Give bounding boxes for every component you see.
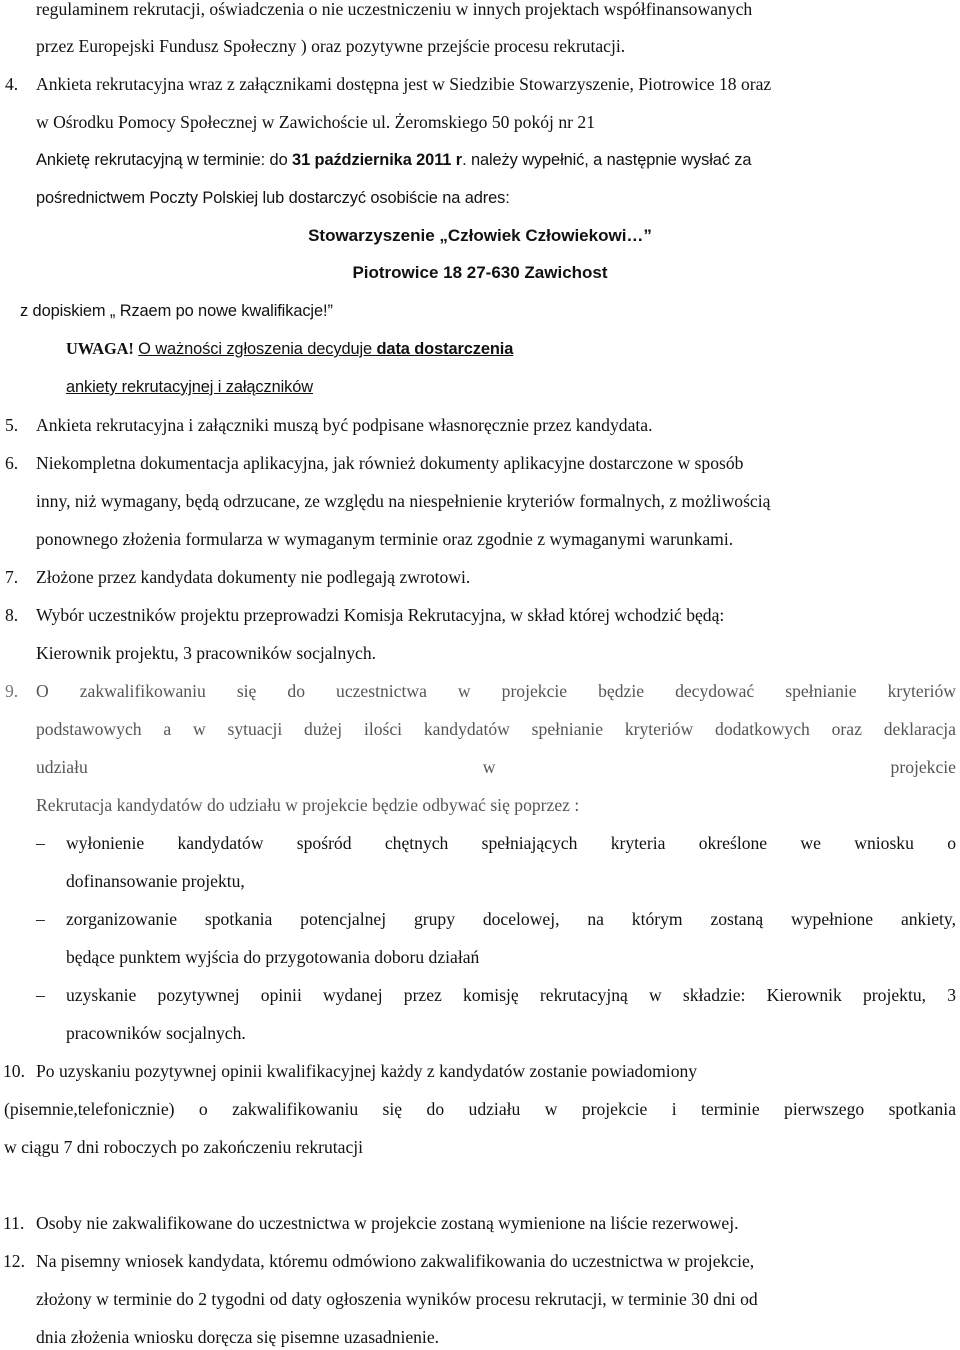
text-line	[36, 149, 956, 171]
text-line: złożony w terminie do 2 tygodni od daty ogłoszenia wyników procesu rekrutacji, w terminie 30 dni od	[36, 1289, 758, 1309]
text-line: ponownego złożenia formularza w wymaganym terminie oraz zgodnie z wymaganymi warunkami.	[36, 529, 734, 549]
note-line: z dopiskiem „ Rzaem po nowe kwalifikacje!”	[20, 302, 333, 320]
item-number: 9.	[5, 681, 19, 701]
warning-line	[66, 338, 956, 360]
text-line: w ciągu 7 dni roboczych po zakończeniu rekrutacji	[4, 1137, 364, 1157]
bullet-dash: –	[36, 833, 45, 853]
text-line: dnia złożenia wniosku doręcza się pisemne uzasadnienie.	[36, 1327, 440, 1347]
item-number: 4.	[5, 74, 19, 94]
warning-label: UWAGA!	[66, 339, 134, 358]
text-line: inny, niż wymagany, będą odrzucane, ze względu na niespełnienie kryteriów formalnych, z możliwością	[36, 491, 771, 511]
item-number: 11.	[3, 1213, 25, 1233]
text-line: Ankieta rekrutacyjna i załączniki muszą być podpisane własnoręcznie przez kandydata.	[36, 415, 653, 435]
item-number: 7.	[5, 567, 19, 587]
bullet-line: pracowników socjalnych.	[66, 1023, 246, 1043]
text-line: w Ośrodku Pomocy Społecznej w Zawichoście ul. Żeromskiego 50 pokój nr 21	[36, 112, 595, 132]
text-line: (pisemnie,telefonicznie) o zakwalifikowaniu się do udziału w projekcie i terminie pierwszego spotkania	[4, 1099, 956, 1119]
text-line: Kierownik projektu, 3 pracowników socjalnych.	[36, 643, 377, 663]
bullet-line: będące punktem wyjścia do przygotowania doboru działań	[66, 947, 480, 967]
bullet-line: uzyskanie pozytywnej opinii wydanej przez komisję rekrutacyjną w składzie: Kierownik projektu, 3	[66, 985, 956, 1005]
text-line: udziału w projekcie	[36, 757, 956, 777]
text-line: pośrednictwem Poczty Polskiej lub dostarczyć osobiście na adres:	[36, 189, 510, 207]
text-line: O zakwalifikowaniu się do uczestnictwa w projekcie będzie decydować spełnianie kryteriów	[36, 681, 956, 701]
warning-text: O ważności zgłoszenia decyduje	[138, 340, 377, 358]
text-line: Niekompletna dokumentacja aplikacyjna, jak również dokumenty aplikacyjne dostarczone w sposób	[36, 453, 744, 473]
item-number: 12.	[3, 1251, 25, 1271]
item-number: 8.	[5, 605, 19, 625]
text-fragment: . należy wypełnić, a następnie wysłać za	[462, 151, 752, 169]
text-line: Złożone przez kandydata dokumenty nie podlegają zwrotowi.	[36, 567, 471, 587]
bullet-line: wyłonienie kandydatów spośród chętnych spełniających kryteria określone we wniosku o	[66, 833, 956, 853]
item-number: 6.	[5, 453, 19, 473]
item-number: 10.	[3, 1061, 25, 1081]
deadline-date: 31 października 2011 r	[292, 151, 463, 169]
text-line: Rekrutacja kandydatów do udziału w projekcie będzie odbywać się poprzez :	[36, 795, 580, 815]
text-line: Wybór uczestników projektu przeprowadzi Komisja Rekrutacyjna, w skład której wchodzić będą:	[36, 605, 725, 625]
text-line: Po uzyskaniu pozytywnej opinii kwalifikacyjnej każdy z kandydatów zostanie powiadomiony	[36, 1061, 698, 1081]
text-line: podstawowych a w sytuacji dużej ilości kandydatów spełnianie kryteriów dodatkowych oraz deklaracja	[36, 719, 956, 739]
bullet-dash: –	[36, 909, 45, 929]
warning-line	[66, 376, 956, 398]
text-line: Ankieta rekrutacyjna wraz z załącznikami dostępna jest w Siedzibie Stowarzyszenie, Piotrowice 18 oraz	[36, 74, 772, 94]
text-line: przez Europejski Fundusz Społeczny ) oraz pozytywne przejście procesu rekrutacji.	[36, 36, 626, 56]
warning-text: ankiety rekrutacyjnej i załączników	[66, 378, 314, 396]
bullet-line: dofinansowanie projektu,	[66, 871, 245, 891]
text-line: regulaminem rekrutacji, oświadczenia o nie uczestniczeniu w innych projektach współfinansowanych	[36, 0, 753, 19]
text-line: Osoby nie zakwalifikowane do uczestnictwa w projekcie zostaną wymienione na liście rezerwowej.	[36, 1213, 739, 1233]
address-street: Piotrowice 18 27-630 Zawichost	[352, 263, 608, 282]
text-fragment: Ankietę rekrutacyjną w terminie: do	[36, 151, 293, 169]
item-number: 5.	[5, 415, 19, 435]
text-line: Na pisemny wniosek kandydata, któremu odmówiono zakwalifikowania do uczestnictwa w projekcie,	[36, 1251, 755, 1271]
address-name: Stowarzyszenie „Człowiek Człowiekowi…”	[308, 226, 652, 245]
bullet-line: zorganizowanie spotkania potencjalnej grupy docelowej, na którym zostaną wypełnione ankiety,	[66, 909, 956, 929]
warning-emphasis: data dostarczenia	[376, 340, 514, 358]
bullet-dash: –	[36, 985, 45, 1005]
